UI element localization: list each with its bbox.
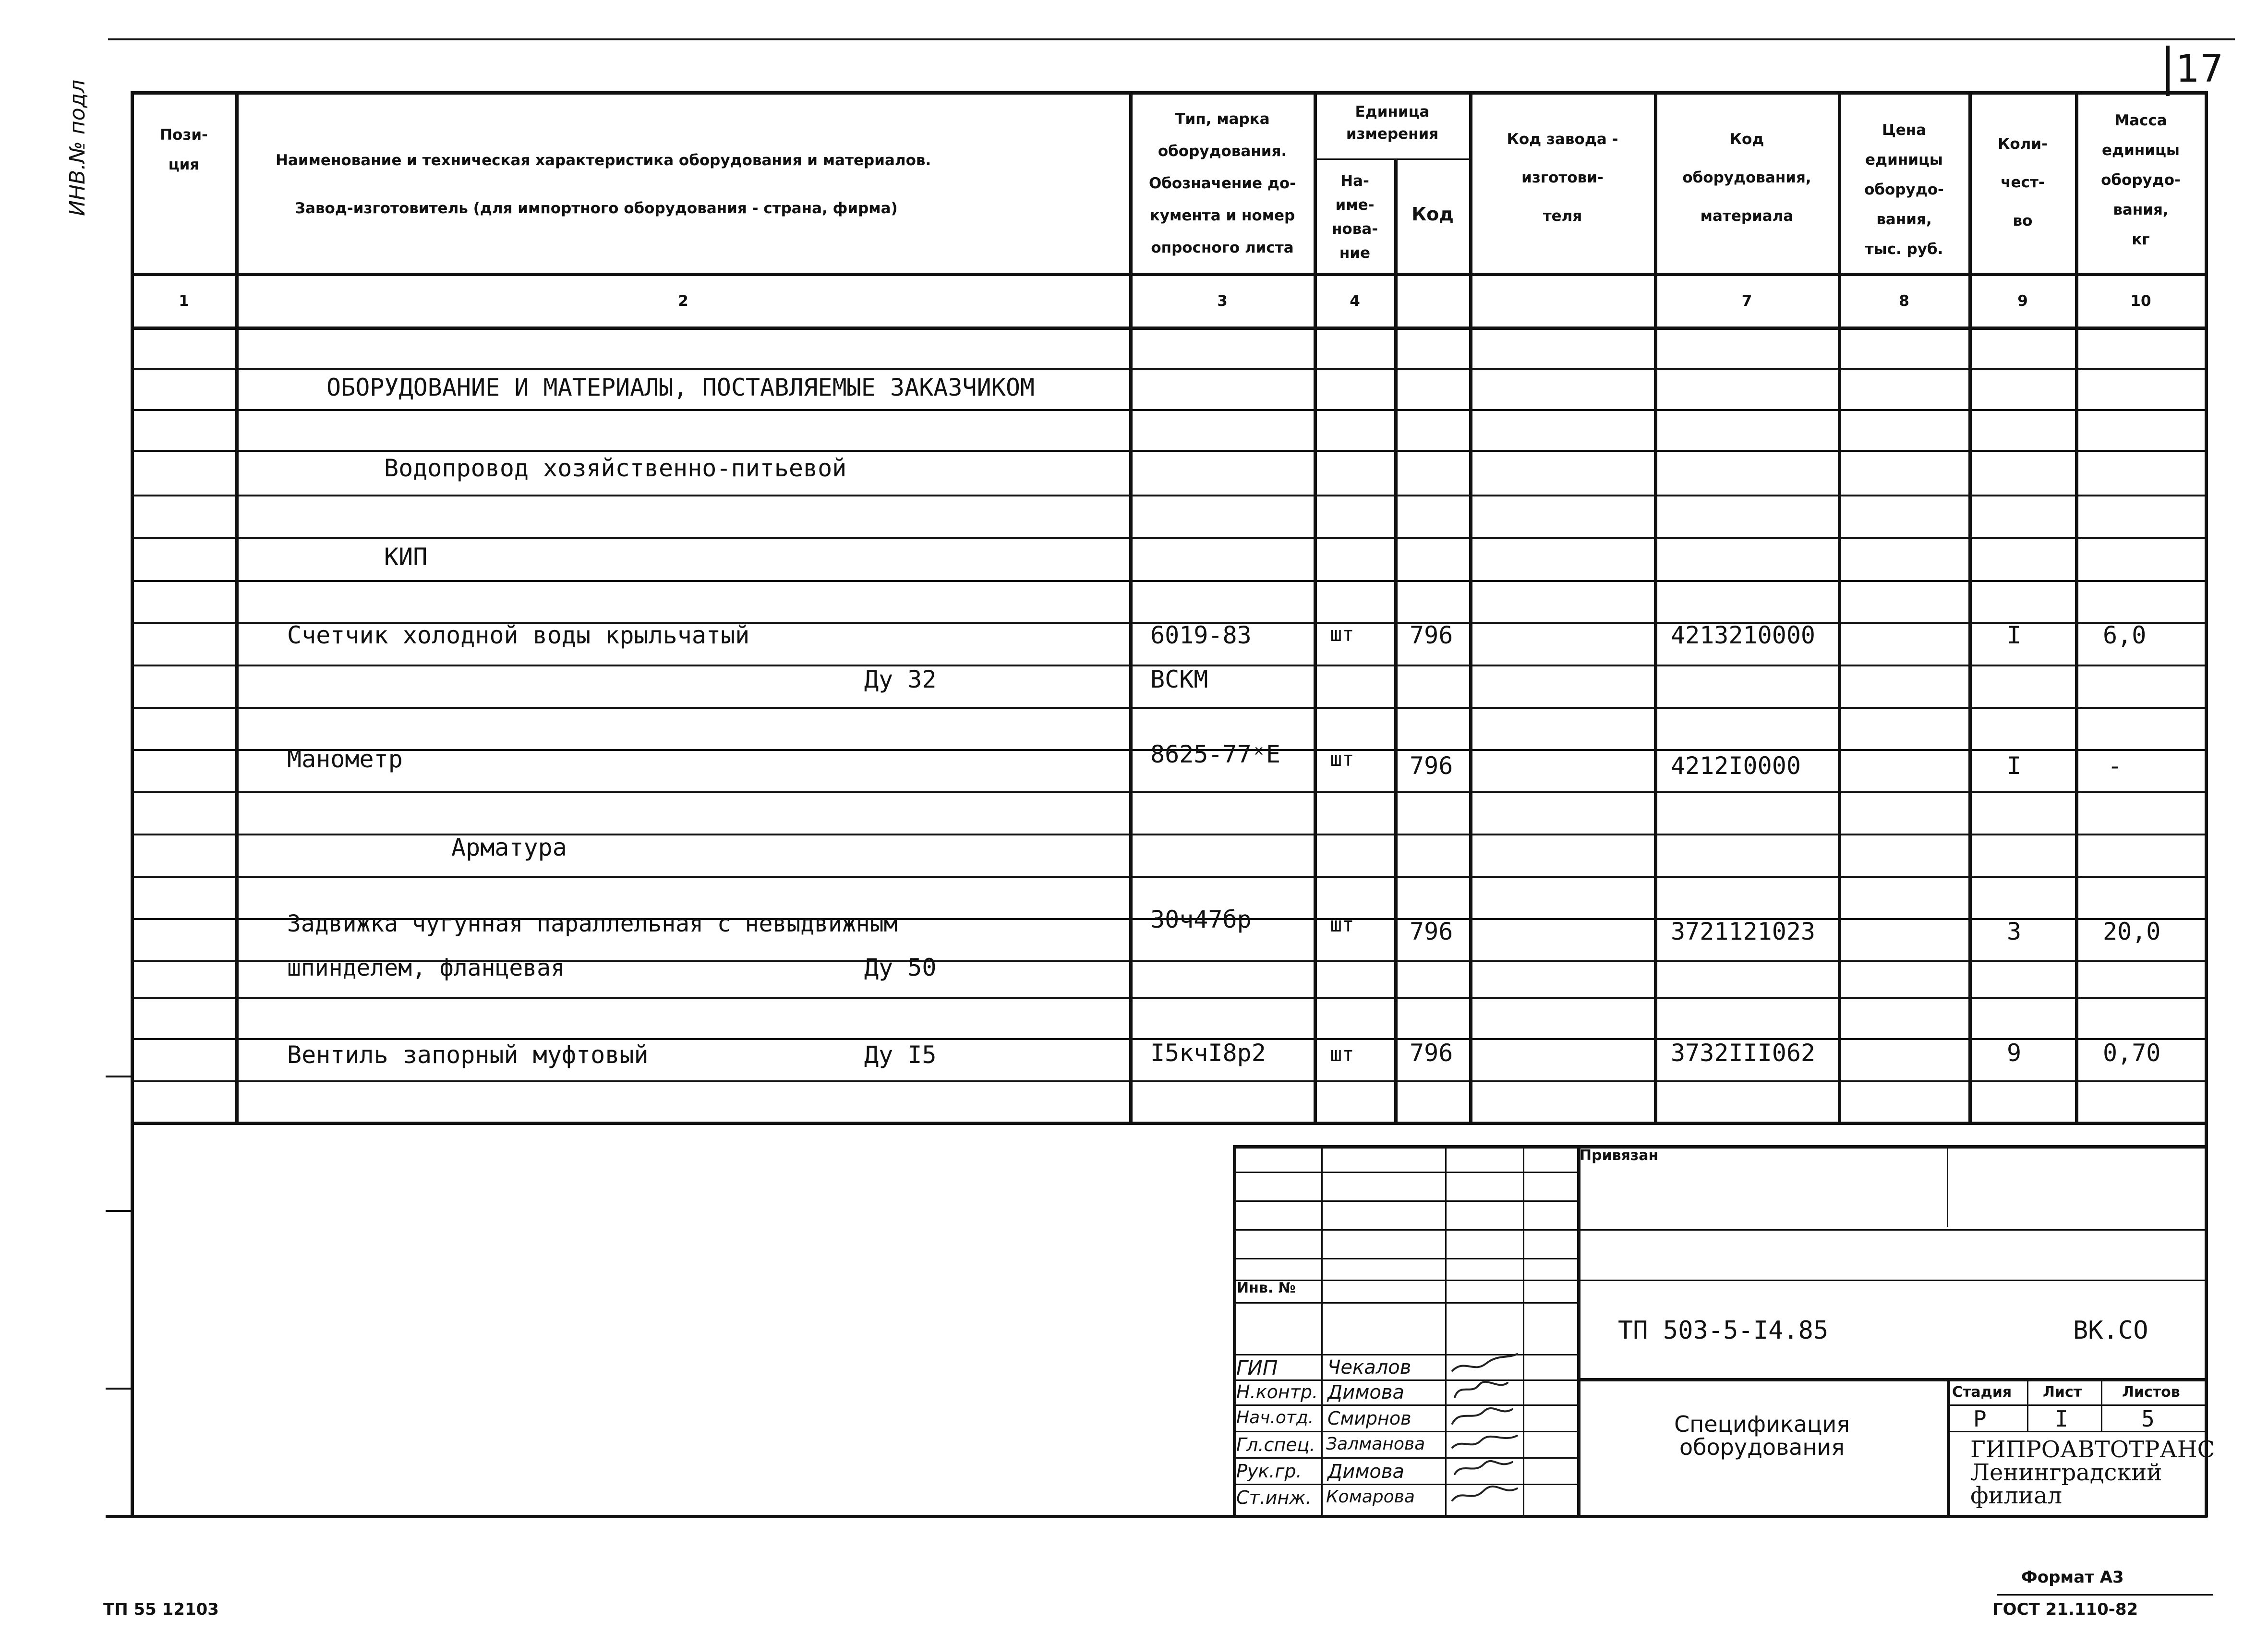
row-line (131, 450, 2205, 452)
page-number: 17 (2176, 48, 2224, 91)
item4-mass: 0,70 (2103, 1039, 2161, 1067)
row-line (131, 1080, 2205, 1082)
col-line-6 (1654, 91, 1657, 1124)
item2-unit: шт (1330, 747, 1354, 771)
page-number-box-left (2166, 46, 2170, 96)
item4-unit: шт (1330, 1042, 1354, 1066)
item4-du: Ду I5 (864, 1041, 937, 1069)
header-col2: Наименование и техническая характеристика оборудования и материалов. Завод-изготовитель (для импортного оборудования - страна, фирма) (276, 152, 931, 217)
item3-unit: шт (1330, 913, 1354, 936)
item3-mass: 20,0 (2103, 918, 2161, 945)
page-bottom-line (106, 1515, 2208, 1518)
stamp-top (1233, 1145, 2208, 1149)
header-unit-group: Единица измерения (1346, 103, 1439, 143)
item4-qty: 9 (2007, 1039, 2022, 1067)
colnum-1: 1 (179, 292, 189, 310)
footer-code: ТП 55 12103 (103, 1600, 219, 1619)
stage-label: Стадия (1952, 1384, 2012, 1401)
item1-type: 6019-83 (1150, 621, 1252, 649)
row-line (131, 791, 2205, 793)
item4-name: Вентиль запорный муфтовый (287, 1041, 649, 1069)
colnum-bottom (131, 327, 2205, 330)
col-line-5 (1469, 91, 1472, 1124)
name-smirnov: Смирнов (1327, 1408, 1411, 1429)
item3-name: Задвижка чугунная параллельная с невыдвижным (287, 910, 898, 937)
col-line-4 (1394, 158, 1398, 1124)
table-body-bottom (131, 1122, 2205, 1125)
item1-unit: шт (1330, 622, 1354, 646)
row-line (131, 707, 2205, 709)
unit-group-line (1314, 158, 1469, 160)
role-nkontr: Н.контр. (1236, 1381, 1318, 1403)
item3-type: 30ч47бр (1150, 906, 1252, 933)
table-top (131, 91, 2205, 95)
header-col1: Пози- ция (160, 126, 208, 173)
stamp-h (1233, 1172, 1577, 1173)
item1-material-code: 4213210000 (1671, 621, 1816, 649)
stamp-h (1233, 1200, 1577, 1202)
header-col7: Код оборудования, материала (1682, 131, 1811, 225)
row-line (131, 495, 2205, 496)
role-rukgr: Рук.гр. (1236, 1461, 1302, 1482)
subsection-kip: КИП (384, 543, 428, 571)
row-line (131, 368, 2205, 370)
side-note: ИНВ.№ подл (65, 79, 90, 216)
item3-material-code: 3721121023 (1671, 918, 1816, 945)
top-border (108, 38, 2235, 40)
row-line (131, 876, 2205, 878)
header-col4: На- име- нова- ние (1331, 172, 1378, 262)
item2-material-code: 4212I0000 (1671, 752, 1801, 780)
colnum-4: 4 (1350, 292, 1360, 310)
item4-material-code: 3732III062 (1671, 1039, 1816, 1067)
stamp-h (1233, 1280, 2208, 1281)
col-line-8 (1968, 91, 1972, 1124)
colnum-9: 9 (2017, 292, 2028, 310)
item4-code: 796 (1410, 1039, 1453, 1067)
stamp-h (1577, 1378, 2208, 1381)
item2-name: Манометр (287, 745, 403, 773)
sheet-value: I (2055, 1406, 2068, 1432)
footer-format: Формат А3 (2021, 1568, 2124, 1587)
row-line (131, 409, 2205, 411)
doc-number: ТП 503-5-I4.85 (1618, 1316, 1829, 1345)
colnum-3: 3 (1217, 292, 1228, 310)
stage-value: Р (1973, 1406, 1987, 1432)
name-chekalov: Чекалов (1327, 1356, 1411, 1379)
colnum-8: 8 (1899, 292, 1909, 310)
item2-code: 796 (1410, 752, 1453, 780)
row-line (131, 834, 2205, 835)
item3-name2: шпинделем, фланцевая (287, 955, 565, 981)
colnum-2: 2 (678, 292, 688, 310)
item3-qty: 3 (2007, 918, 2022, 945)
name-dimova-1: Димова (1327, 1381, 1404, 1403)
header-col9: Коли- чест- во (1998, 135, 2048, 230)
header-col10: Масса единицы оборудо- вания, кг (2101, 112, 2181, 248)
item1-type2: ВСКМ (1150, 665, 1208, 693)
subsection-armatura: Арматура (451, 834, 567, 861)
role-stinzh: Ст.инж. (1236, 1487, 1312, 1508)
item1-du: Ду 32 (864, 665, 937, 693)
margin-tick (106, 1076, 131, 1077)
margin-tick (106, 1388, 131, 1390)
header-col5: Код (1411, 204, 1454, 225)
doc-code: ВК.СО (2073, 1316, 2148, 1345)
margin-tick (106, 1210, 131, 1212)
stamp-v4 (1577, 1145, 1580, 1515)
item2-qty: I (2007, 752, 2022, 780)
name-zalmanova: Залманова (1326, 1434, 1425, 1454)
header-bottom (131, 273, 2205, 276)
item2-mass: - (2108, 752, 2123, 780)
item2-type: 8625-77ˣЕ (1150, 740, 1280, 768)
sheets-label: Листов (2122, 1384, 2180, 1401)
role-gip: ГИП (1236, 1356, 1278, 1379)
item3-code: 796 (1410, 918, 1453, 945)
stamp-v6 (1947, 1378, 1950, 1515)
signatures (1445, 1349, 1575, 1512)
role-glspec: Гл.спец. (1236, 1434, 1315, 1455)
doc-title: Спецификация оборудования (1674, 1411, 1850, 1460)
item1-name: Счетчик холодной воды крыльчатый (287, 621, 750, 649)
sheet-label: Лист (2043, 1384, 2082, 1401)
row-line (131, 537, 2205, 539)
item1-qty: I (2007, 621, 2022, 649)
colnum-10: 10 (2130, 292, 2151, 310)
stamp-v5 (1947, 1145, 1948, 1227)
header-col8: Цена единицы оборудо- вания, тыс. руб. (1864, 121, 1944, 258)
inv-no-label: Инв. № (1237, 1280, 1296, 1296)
role-nachotd: Нач.отд. (1236, 1408, 1314, 1427)
item1-code: 796 (1410, 621, 1453, 649)
stamp-h (1233, 1258, 1577, 1259)
header-col3: Тип, марка оборудования. Обозначение до- кумента и номер опросного листа (1148, 110, 1296, 256)
subsection-water: Водопровод хозяйственно-питьевой (384, 454, 847, 482)
section-title: ОБОРУДОВАНИЕ И МАТЕРИАЛЫ, ПОСТАВЛЯЕМЫЕ ЗАКАЗЧИКОМ (326, 374, 1035, 401)
stamp-h (1233, 1302, 1577, 1304)
item3-du: Ду 50 (864, 954, 937, 981)
privyazan-label: Привязан (1580, 1147, 1659, 1164)
name-dimova-2: Димова (1327, 1461, 1404, 1483)
row-line (131, 997, 2205, 999)
footer-line (1997, 1594, 2213, 1596)
stamp-h (1233, 1229, 2208, 1231)
sheets-value: 5 (2141, 1406, 2155, 1432)
organization: ГИПРОАВТОТРАНС Ленинградский филиал (1970, 1436, 2215, 1509)
name-komarova: Комарова (1326, 1487, 1415, 1507)
footer-gost: ГОСТ 21.110-82 (1992, 1600, 2138, 1619)
item1-mass: 6,0 (2103, 621, 2147, 649)
col-line-1 (235, 91, 239, 1124)
colnum-7: 7 (1741, 292, 1752, 310)
row-line (131, 580, 2205, 582)
header-col6: Код завода - изготови- теля (1507, 131, 1618, 225)
item4-type: I5кчI8р2 (1150, 1039, 1266, 1067)
